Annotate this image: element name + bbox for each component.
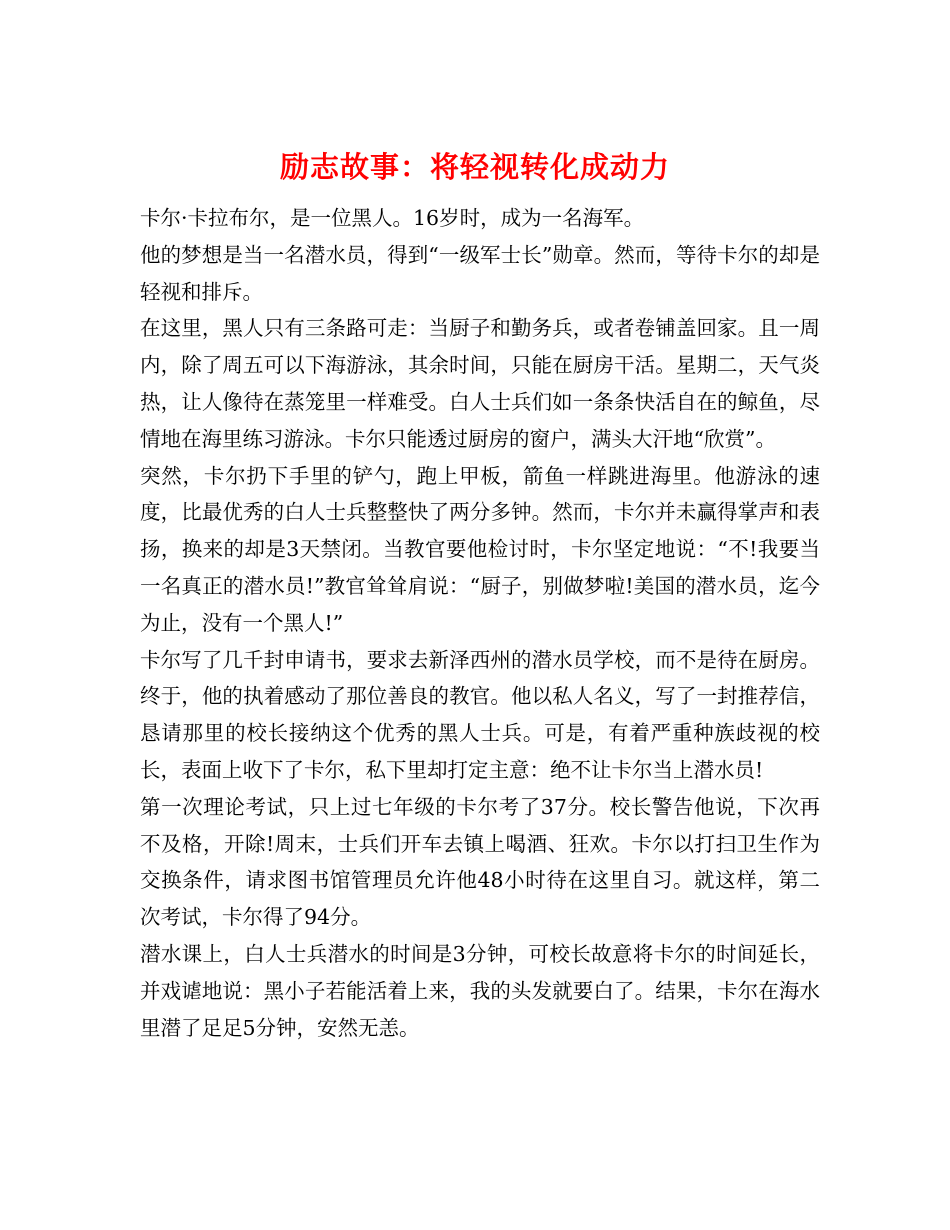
- paragraph-3: 在这里，黑人只有三条路可走：当厨子和勤务兵，或者卷铺盖回家。且一周内，除了周五可以下海游泳，其余时间，只能在厨房干活。星期二，天气炎热，让人像待在蒸笼里一样难受。白人士兵们如一条条快活自在的鲸鱼，尽情地在海里练习游泳。卡尔只能透过厨房的窗户，满头大汗地“欣赏”。: [140, 316, 820, 451]
- paragraph-6: 第一次理论考试，只上过七年级的卡尔考了37分。校长警告他说，下次再不及格，开除!周末，士兵们开车去镇上喝酒、狂欢。卡尔以打扫卫生作为交换条件，请求图书馆管理员允许他48小时待在这里自习。就这样，第二次考试，卡尔得了94分。: [140, 794, 820, 930]
- paragraph-2: 他的梦想是当一名潜水员，得到“一级军士长”勋章。然而，等待卡尔的却是轻视和排斥。: [140, 242, 820, 304]
- paragraph-1: 卡尔·卡拉布尔，是一位黑人。16岁时，成为一名海军。: [140, 206, 645, 230]
- paragraph-7: 潜水课上，白人士兵潜水的时间是3分钟，可校长故意将卡尔的时间延长，并戏谑地说：黑小子若能活着上来，我的头发就要白了。结果，卡尔在海水里潜了足足5分钟，安然无恙。: [140, 941, 820, 1040]
- document-title: 励志故事：将轻视转化成动力: [279, 150, 670, 185]
- document-body: [140, 200, 820, 1046]
- paragraph-5: 卡尔写了几千封申请书，要求去新泽西州的潜水员学校，而不是待在厨房。终于，他的执着感动了那位善良的教官。他以私人名义，写了一封推荐信，恳请那里的校长接纳这个优秀的黑人士兵。可是，有着严重种族歧视的校长，表面上收下了卡尔，私下里却打定主意：绝不让卡尔当上潜水员!: [140, 647, 820, 782]
- paragraph-4: 突然，卡尔扔下手里的铲勺，跑上甲板，箭鱼一样跳进海里。他游泳的速度，比最优秀的白人士兵整整快了两分多钟。然而，卡尔并未赢得掌声和表扬，换来的却是3天禁闭。当教官要他检讨时，卡尔坚定地说：“不!我要当一名真正的潜水员!”教官耸耸肩说：“厨子，别做梦啦!美国的潜水员，迄今为止，没有一个黑人!”: [140, 463, 820, 635]
